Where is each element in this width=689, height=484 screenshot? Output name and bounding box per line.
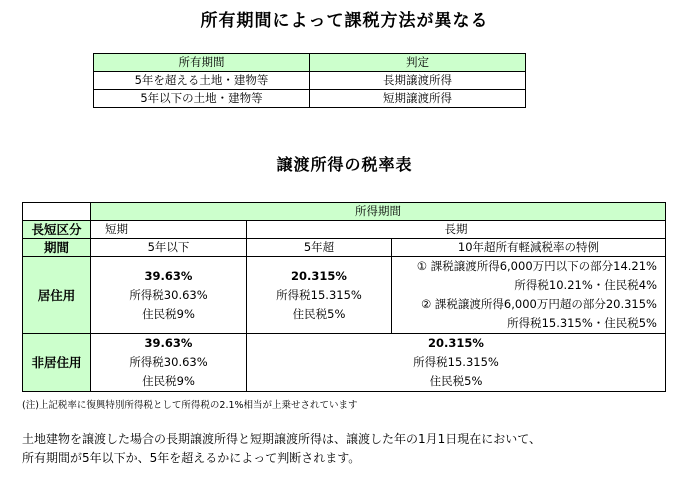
table-row	[94, 72, 526, 90]
table-cell: 5年を超える土地・建物等	[94, 72, 310, 90]
page-title: 所有期間によって課税方法が異なる	[200, 11, 489, 31]
rate-income-tax: 所得税30.63%	[129, 287, 208, 302]
table-row	[23, 203, 666, 221]
table-row	[23, 239, 666, 257]
rate-total: 20.315%	[428, 336, 484, 350]
short-period-cell: 5年以下	[91, 239, 247, 257]
paragraph-line: 所有期間が5年以下か、5年を超えるかによって判断されます。	[22, 451, 361, 465]
row-label-kubun: 長短区分	[23, 221, 91, 239]
rate-resident-tax: 住民税9%	[142, 306, 195, 321]
section-title: 譲渡所得の税率表	[276, 155, 413, 174]
rate-resident-tax: 住民税5%	[292, 306, 346, 321]
residential-special-rate	[392, 257, 666, 334]
special-line: ② 課税譲渡所得6,000万円超の部分20.315%	[420, 297, 657, 311]
table-row	[23, 221, 666, 239]
rate-total: 20.315%	[291, 268, 347, 283]
rate-total: 39.63%	[144, 336, 193, 350]
table-row	[94, 90, 526, 108]
explanation-paragraph	[22, 430, 541, 468]
table-row	[23, 334, 666, 392]
table-row	[23, 257, 666, 334]
column-header: 所有期間	[94, 54, 310, 72]
row-label-residential: 居住用	[23, 257, 91, 334]
row-label-nonresidential: 非居住用	[23, 334, 91, 392]
row-label-kikan: 期間	[23, 239, 91, 257]
residential-short-rate	[91, 257, 247, 334]
column-header: 判定	[310, 54, 526, 72]
table-cell: 短期譲渡所得	[310, 90, 526, 108]
special-line: ① 課税譲渡所得6,000万円以下の部分14.21%	[416, 259, 657, 273]
rate-income-tax: 所得税15.315%	[276, 287, 362, 302]
nonresidential-short-rate	[91, 334, 247, 392]
table-header-row	[94, 54, 526, 72]
special-line: 所得税15.315%・住民税5%	[507, 316, 657, 330]
nonresidential-long-rate	[247, 334, 666, 392]
short-term-cell: 短期	[91, 221, 247, 239]
table-cell: 長期譲渡所得	[310, 72, 526, 90]
rate-income-tax: 所得税30.63%	[129, 355, 208, 369]
rate-resident-tax: 住民税9%	[142, 374, 195, 388]
table-cell: 5年以下の土地・建物等	[94, 90, 310, 108]
long-term-cell: 長期	[247, 221, 666, 239]
paragraph-line: 土地建物を譲渡した場合の長期譲渡所得と短期譲渡所得は、譲渡した年の1月1日現在において、	[22, 432, 542, 446]
empty-cell	[23, 203, 91, 221]
footnote: (注)上記税率に復興特別所得税として所得税の2.1%相当が上乗せされています	[22, 400, 358, 411]
special-period-cell: 10年超所有軽減税率の特例	[392, 239, 666, 257]
period-header: 所得期間	[91, 203, 666, 221]
rate-total: 39.63%	[144, 268, 193, 283]
residential-long-rate	[247, 257, 392, 334]
rate-resident-tax: 住民税5%	[429, 374, 483, 388]
tax-rate-table	[22, 202, 666, 392]
holding-period-table	[93, 53, 526, 108]
rate-income-tax: 所得税15.315%	[413, 355, 499, 369]
special-line: 所得税10.21%・住民税4%	[514, 278, 657, 292]
long-period-cell: 5年超	[247, 239, 392, 257]
